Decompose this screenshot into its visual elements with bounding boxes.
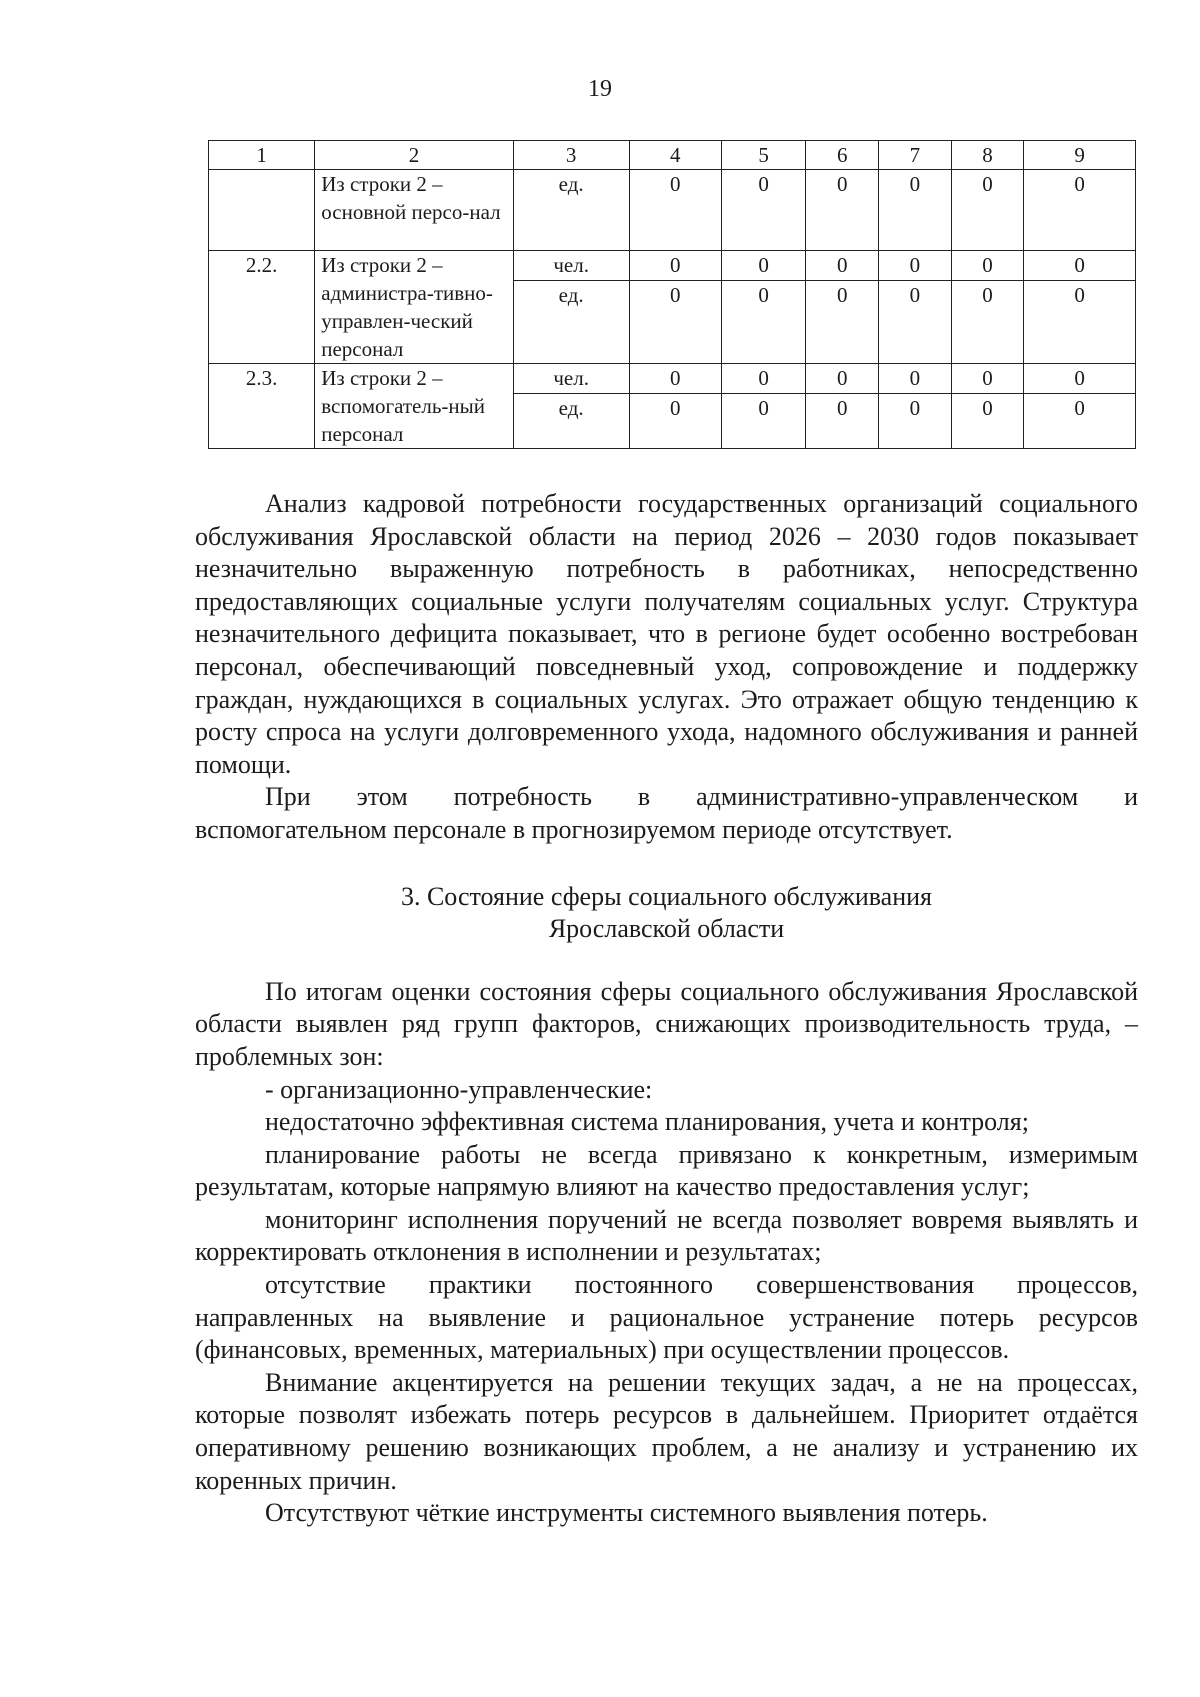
- value-cell: 0: [629, 280, 721, 363]
- unit-cell: ед.: [513, 393, 629, 448]
- value-cell: 0: [721, 393, 806, 448]
- section-heading: [195, 881, 1138, 946]
- value-cell: 0: [629, 251, 721, 281]
- paragraph: По итогам оценки состояния сферы социального обслуживания Ярославской области выявлен ряд групп факторов, снижающих производительность труда, – проблемных зон:: [195, 976, 1138, 1071]
- value-cell: 0: [951, 364, 1024, 394]
- value-cell: 0: [806, 170, 879, 251]
- value-cell: 0: [629, 364, 721, 394]
- unit-cell: чел.: [513, 364, 629, 394]
- value-cell: 0: [721, 280, 806, 363]
- value-cell: 0: [806, 393, 879, 448]
- value-cell: 0: [721, 364, 806, 394]
- column-number: 5: [721, 141, 806, 170]
- section-heading-line: Ярославской области: [548, 914, 785, 944]
- row-name: Из строки 2 – вспомогатель-ный персонал: [315, 364, 513, 449]
- table-header-row: [209, 141, 1136, 170]
- value-cell: 0: [1024, 251, 1136, 281]
- unit-cell: ед.: [513, 280, 629, 363]
- value-cell: 0: [879, 364, 952, 394]
- value-cell: 0: [1024, 170, 1136, 251]
- value-cell: 0: [806, 364, 879, 394]
- value-cell: 0: [629, 170, 721, 251]
- value-cell: 0: [951, 170, 1024, 251]
- value-cell: 0: [879, 393, 952, 448]
- list-item: отсутствие практики постоянного совершенствования процессов, направленных на выявление и рациональное устранение потерь ресурсов (финансовых, временных, материальных) при осуществлении процессов.: [195, 1270, 1138, 1365]
- value-cell: 0: [806, 280, 879, 363]
- unit-cell: чел.: [513, 251, 629, 281]
- value-cell: 0: [1024, 280, 1136, 363]
- value-cell: 0: [951, 393, 1024, 448]
- unit-cell: ед.: [513, 170, 629, 251]
- page-number: 19: [588, 76, 612, 102]
- column-number: 7: [879, 141, 952, 170]
- value-cell: 0: [951, 251, 1024, 281]
- table-row: [209, 364, 1136, 394]
- table-row: [209, 251, 1136, 281]
- column-number: 3: [513, 141, 629, 170]
- value-cell: 0: [629, 393, 721, 448]
- section-heading-line: 3. Состояние сферы социального обслуживания: [400, 881, 933, 911]
- staffing-table: [208, 140, 1136, 449]
- column-number: 6: [806, 141, 879, 170]
- value-cell: 0: [879, 280, 952, 363]
- body-text: [195, 488, 1138, 1530]
- paragraph: Внимание акцентируется на решении текущих задач, а не на процессах, которые позволят избежать потерь ресурсов в дальнейшем. Приоритет отдаётся оперативному решению возникающих проблем, а не анализу и устранению их коренных причин.: [195, 1367, 1138, 1495]
- list-item: недостаточно эффективная система планирования, учета и контроля;: [265, 1107, 1029, 1137]
- paragraph: Анализ кадровой потребности государственных организаций социального обслуживания Ярославской области на период 2026 – 2030 годов показывает незначительно выраженную потребность в работниках, непосредственно предоставляющих социальные услуги получателям социальных услуг. Структура незначительного дефицита показывает, что в регионе будет особенно востребован персонал, обеспечивающий повседневный уход, сопровождение и поддержку граждан, нуждающихся в социальных услугах. Это отражает общую тенденцию к росту спроса на услуги долговременного ухода, надомного обслуживания и ранней помощи.: [195, 489, 1138, 779]
- row-name: Из строки 2 – основной персо-нал: [315, 170, 513, 251]
- list-item: мониторинг исполнения поручений не всегда позволяет вовремя выявлять и корректировать отклонения в исполнении и результатах;: [195, 1204, 1138, 1267]
- value-cell: 0: [1024, 364, 1136, 394]
- table-row: [209, 170, 1136, 251]
- column-number: 4: [629, 141, 721, 170]
- row-number: 2.2.: [209, 251, 315, 364]
- value-cell: 0: [721, 251, 806, 281]
- value-cell: 0: [1024, 393, 1136, 448]
- value-cell: 0: [879, 251, 952, 281]
- row-number: 2.3.: [209, 364, 315, 449]
- list-heading: - организационно-управленческие:: [265, 1074, 653, 1104]
- column-number: 9: [1024, 141, 1136, 170]
- paragraph: При этом потребность в административно-управленческом и вспомогательном персонале в прогнозируемом периоде отсутствует.: [195, 782, 1138, 844]
- row-name: Из строки 2 – администра-тивно-управлен-ческий персонал: [315, 251, 513, 364]
- row-number: [209, 170, 315, 251]
- value-cell: 0: [806, 251, 879, 281]
- column-number: 1: [209, 141, 315, 170]
- column-number: 8: [951, 141, 1024, 170]
- list-item: планирование работы не всегда привязано к конкретным, измеримым результатам, которые напрямую влияют на качество предоставления услуг;: [195, 1139, 1138, 1202]
- paragraph: Отсутствуют чёткие инструменты системного выявления потерь.: [265, 1498, 988, 1528]
- column-number: 2: [315, 141, 513, 170]
- value-cell: 0: [721, 170, 806, 251]
- value-cell: 0: [951, 280, 1024, 363]
- value-cell: 0: [879, 170, 952, 251]
